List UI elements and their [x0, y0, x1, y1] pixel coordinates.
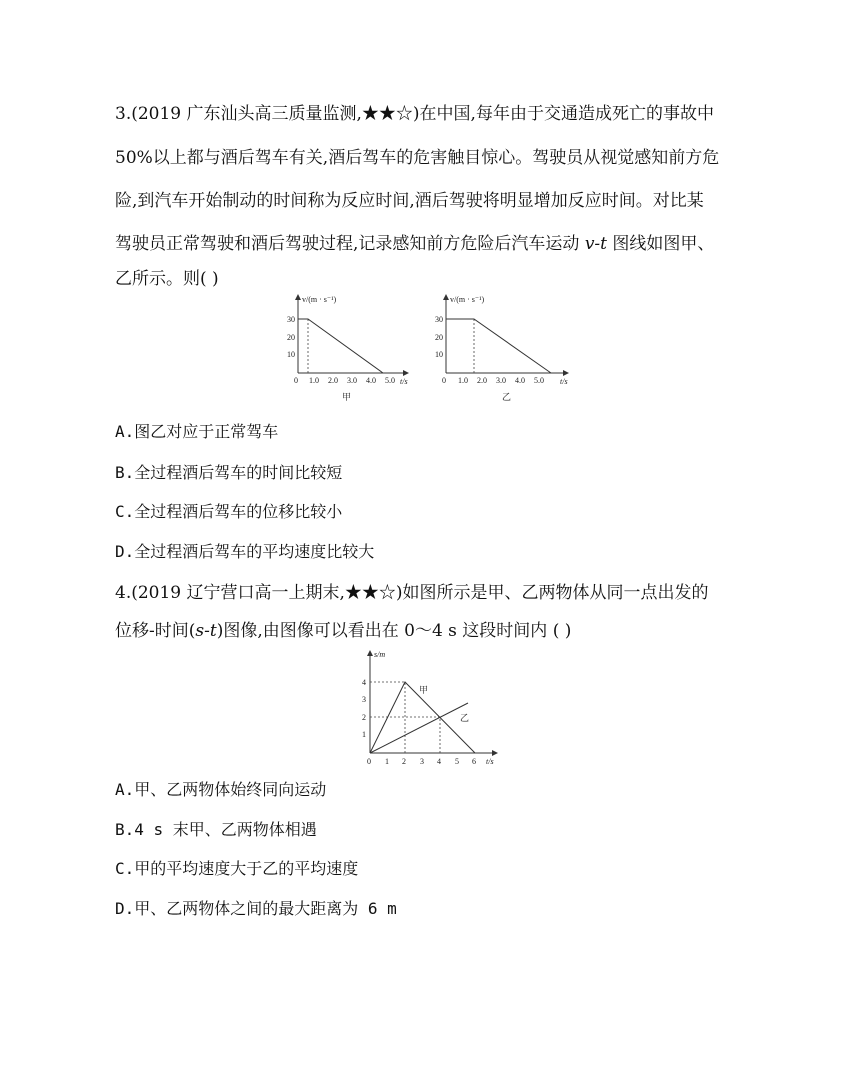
chart-yi-ytick-20: 20: [435, 333, 443, 342]
q3-line-4-text: 驾驶员正常驾驶和酒后驾驶过程,记录感知前方危险后汽车运动: [115, 234, 580, 254]
chart-jia-xtick-1: 1.0: [309, 376, 319, 385]
q4-option-b: B.4 s 末甲、乙两物体相遇: [115, 820, 317, 839]
chart-jia-xtick-4: 4.0: [366, 376, 376, 385]
q3-line-2: 50%以上都与酒后驾车有关,酒后驾车的危害触目惊心。驾驶员从视觉感知前方危: [115, 148, 720, 168]
chart-jia-ytick-20: 20: [287, 333, 295, 342]
chart-jia-ytick-30: 30: [287, 315, 295, 324]
chart-st-xtick-5: 5: [455, 757, 459, 766]
chart-yi: [418, 290, 578, 406]
chart-st-ylabel: s/m: [374, 650, 386, 659]
chart-st-ytick-3: 3: [362, 695, 366, 704]
chart-st-ytick-2: 2: [362, 713, 366, 722]
chart-jia-xtick-0: 0: [294, 376, 298, 385]
q4-line-2-b: )图像,由图像可以看出在 0～4 s 这段时间内 ( ): [216, 621, 572, 641]
chart-st-xtick-0: 0: [367, 757, 371, 766]
chart-st-label-yi: 乙: [460, 713, 470, 723]
q3-line-4-tail: 图线如图甲、: [612, 234, 715, 254]
q3-option-a: A.图乙对应于正常驾车: [115, 422, 279, 441]
q4-line-2-a: 位移-时间(: [115, 621, 196, 641]
chart-st-xtick-3: 3: [420, 757, 424, 766]
chart-st-xtick-6: 6: [472, 757, 476, 766]
q3-line-4: [115, 229, 714, 254]
chart-yi-xtick-0: 0: [442, 376, 446, 385]
chart-jia-xtick-5: 5.0: [385, 376, 395, 385]
q3-option-b: B.全过程酒后驾车的时间比较短: [115, 463, 343, 482]
chart-jia-xlabel: t/s: [400, 377, 408, 386]
q4-st-symbol: s-t: [195, 621, 217, 641]
chart-st-ytick-4: 4: [362, 678, 366, 687]
chart-st-label-jia: 甲: [419, 685, 429, 695]
chart-yi-caption: 乙: [502, 392, 512, 402]
chart-st: [356, 645, 502, 769]
chart-st-xtick-4: 4: [437, 757, 441, 766]
q3-line-5: 乙所示。则( ): [115, 269, 219, 289]
chart-yi-xtick-3: 3.0: [496, 376, 506, 385]
chart-yi-line: [446, 319, 551, 373]
chart-yi-xtick-4: 4.0: [515, 376, 525, 385]
chart-jia-caption: 甲: [342, 392, 352, 402]
chart-jia-xtick-3: 3.0: [347, 376, 357, 385]
chart-st-xtick-2: 2: [402, 757, 406, 766]
chart-yi-ytick-10: 10: [435, 350, 443, 359]
chart-jia: [278, 290, 418, 406]
chart-st-xlabel: t/s: [486, 757, 494, 766]
q4-line-2: [115, 616, 571, 641]
chart-jia-line: [298, 319, 383, 373]
chart-jia-axes: [295, 294, 409, 376]
q3-option-d: D.全过程酒后驾车的平均速度比较大: [115, 542, 375, 561]
chart-yi-ytick-30: 30: [435, 315, 443, 324]
chart-yi-xlabel: t/s: [560, 377, 568, 386]
chart-st-axes: [367, 650, 498, 756]
chart-yi-ylabel: v/(m · s⁻¹): [450, 295, 485, 304]
chart-jia-ylabel: v/(m · s⁻¹): [302, 295, 337, 304]
chart-jia-ytick-10: 10: [287, 350, 295, 359]
q4-option-c: C.甲的平均速度大于乙的平均速度: [115, 859, 359, 878]
chart-yi-xtick-1: 1.0: [458, 376, 468, 385]
chart-yi-xtick-5: 5.0: [534, 376, 544, 385]
q4-option-d: D.甲、乙两物体之间的最大距离为 6 m: [115, 899, 397, 918]
chart-st-ytick-1: 1: [362, 730, 366, 739]
chart-jia-xtick-2: 2.0: [328, 376, 338, 385]
chart-st-xtick-1: 1: [385, 757, 389, 766]
q4-line-1: 4.(2019 辽宁营口高一上期末,★★☆)如图所示是甲、乙两物体从同一点出发的: [115, 583, 709, 603]
chart-st-series-yi: [370, 703, 468, 753]
q3-line-3: 险,到汽车开始制动的时间称为反应时间,酒后驾驶将明显增加反应时间。对比某: [115, 191, 704, 211]
chart-yi-axes: [443, 294, 569, 376]
q3-option-c: C.全过程酒后驾车的位移比较小: [115, 502, 343, 521]
chart-yi-xtick-2: 2.0: [477, 376, 487, 385]
q4-option-a: A.甲、乙两物体始终同向运动: [115, 780, 327, 799]
q3-vt-symbol: v-t: [584, 234, 607, 254]
q3-line-1: 3.(2019 广东汕头高三质量监测,★★☆)在中国,每年由于交通造成死亡的事故中: [115, 104, 714, 124]
